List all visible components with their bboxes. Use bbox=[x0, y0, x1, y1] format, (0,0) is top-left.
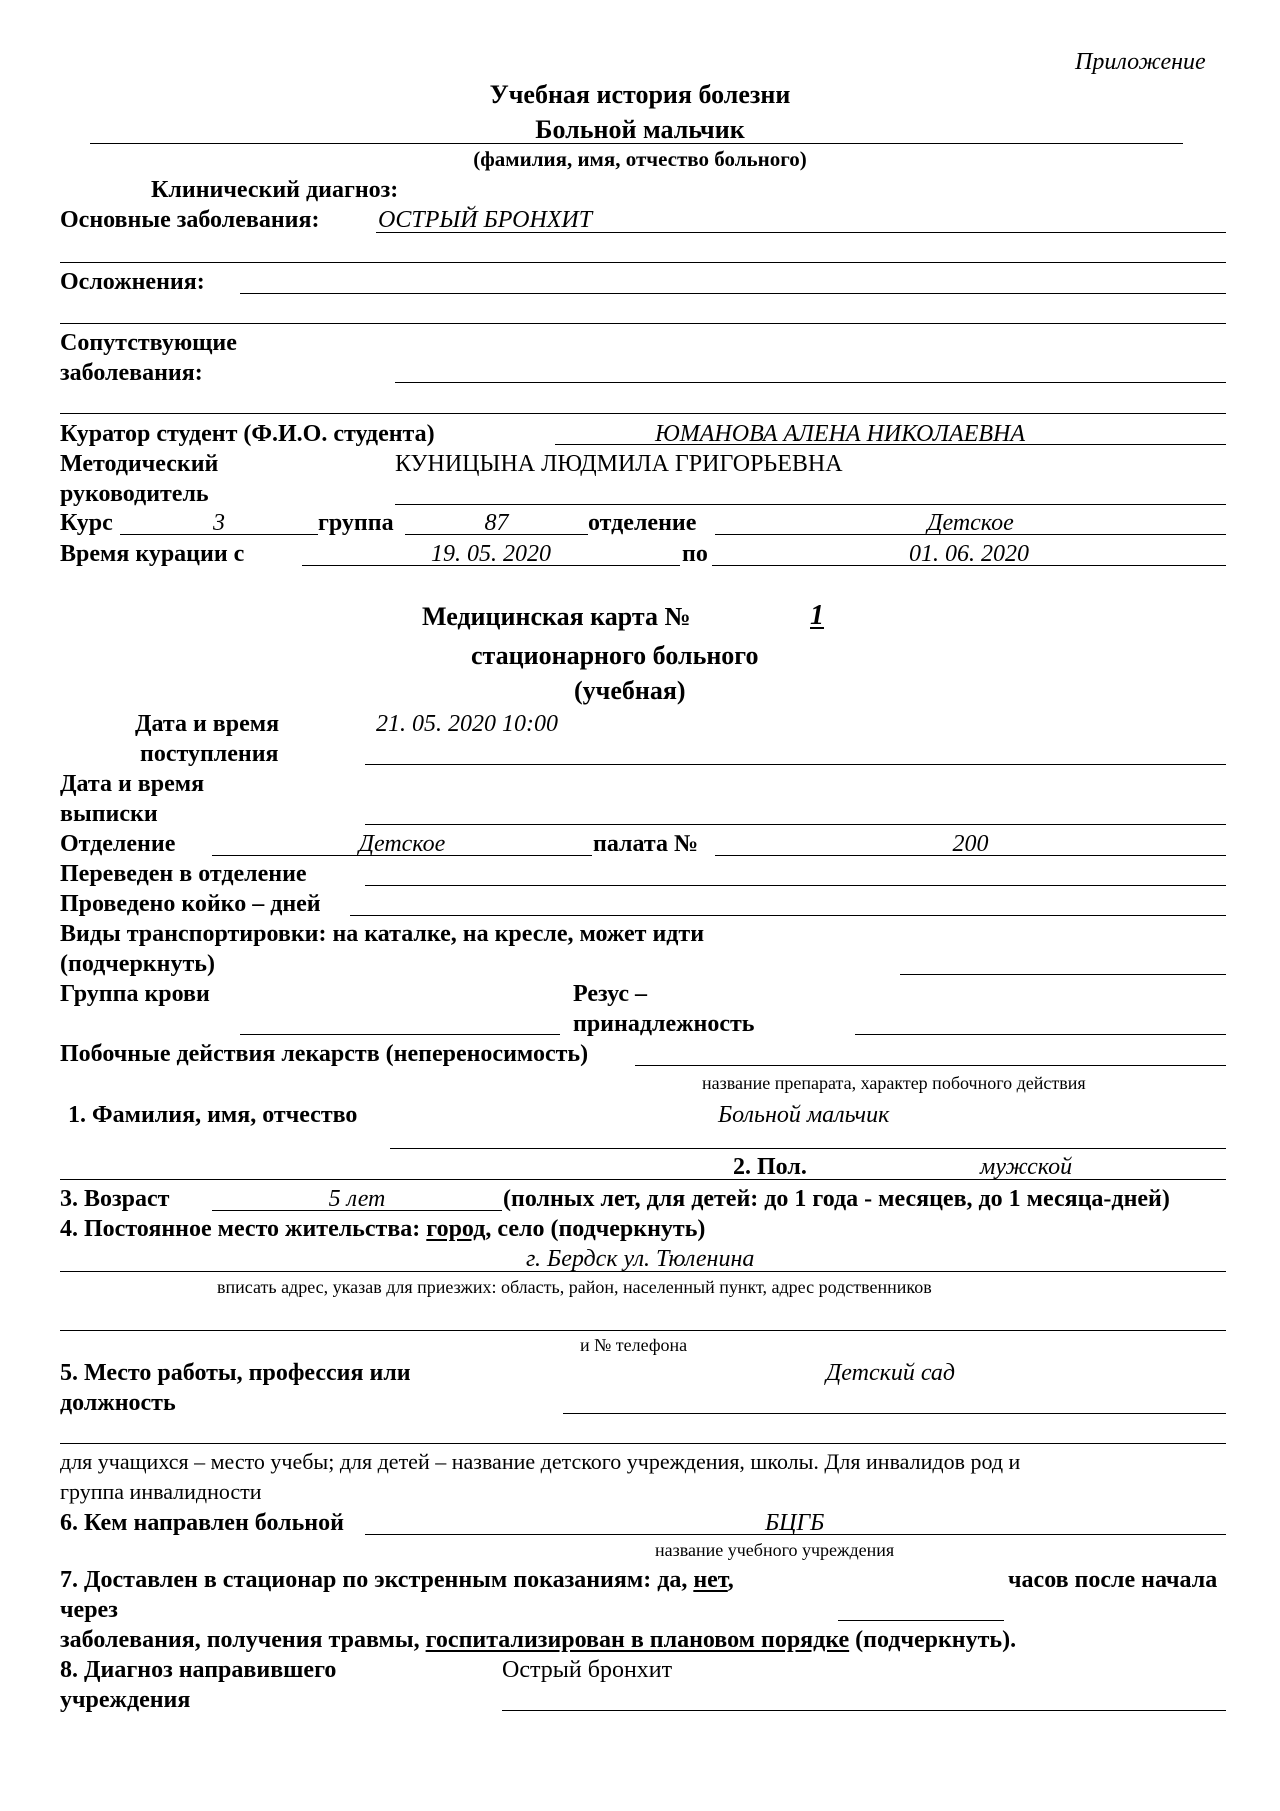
work-label-2: должность bbox=[60, 1390, 176, 1416]
work-note-1: для учащихся – место учебы; для детей – название детского учреждения, школы. Для инвалидов род и bbox=[60, 1449, 1021, 1474]
full-name-line bbox=[390, 1148, 1226, 1149]
residence-city: город bbox=[426, 1216, 486, 1242]
admission-label-2: поступления bbox=[140, 741, 279, 767]
transferred-line bbox=[365, 885, 1226, 886]
residence-rest: , село (подчеркнуть) bbox=[485, 1216, 706, 1242]
card-title: Медицинская карта № bbox=[422, 602, 691, 631]
rhesus-label-2: принадлежность bbox=[573, 1011, 755, 1037]
blank-line bbox=[60, 323, 1226, 324]
main-disease-label: Основные заболевания: bbox=[60, 207, 320, 233]
emergency-comma: , bbox=[727, 1567, 734, 1593]
department-label: отделение bbox=[588, 510, 697, 536]
transferred-label: Переведен в отделение bbox=[60, 861, 307, 887]
bed-days-line bbox=[350, 915, 1226, 916]
patient-title: Больной мальчик bbox=[535, 115, 745, 144]
group-line bbox=[405, 534, 588, 535]
work-line bbox=[563, 1413, 1226, 1414]
main-disease-value: ОСТРЫЙ БРОНХИТ bbox=[378, 207, 593, 233]
concomitant-label-1: Сопутствующие bbox=[60, 330, 237, 356]
supervisor-line bbox=[395, 504, 1226, 505]
side-effects-caption: название препарата, характер побочного действия bbox=[702, 1073, 1086, 1093]
emergency-no: нет bbox=[693, 1567, 728, 1593]
curator-label: Куратор студент (Ф.И.О. студента) bbox=[60, 421, 435, 447]
document-title: Учебная история болезни bbox=[489, 80, 791, 109]
emergency-hours: часов после начала bbox=[1008, 1567, 1218, 1593]
transport-label: Виды транспортировки: на каталке, на кресле, может идти bbox=[60, 921, 705, 947]
emergency-text: 7. Доставлен в стационар по экстренным показаниям: да, bbox=[60, 1567, 694, 1593]
card-subtitle: стационарного больного bbox=[471, 641, 759, 670]
emergency-line-1 bbox=[60, 1568, 734, 1592]
rhesus-label-1: Резус – bbox=[573, 981, 648, 1007]
side-effects-line bbox=[635, 1065, 1226, 1066]
card-department-line bbox=[212, 855, 592, 856]
curation-to-value: 01. 06. 2020 bbox=[909, 541, 1029, 567]
emergency-hours-line bbox=[838, 1620, 1004, 1621]
age-value: 5 лет bbox=[328, 1186, 386, 1212]
rhesus-line bbox=[855, 1034, 1226, 1035]
referral-diagnosis-value: Острый бронхит bbox=[502, 1657, 673, 1683]
full-name-label: 1. Фамилия, имя, отчество bbox=[68, 1102, 358, 1128]
address-line bbox=[60, 1271, 1226, 1272]
work-value: Детский сад bbox=[826, 1360, 955, 1386]
card-educational: (учебная) bbox=[574, 676, 686, 705]
sex-label: 2. Пол. bbox=[733, 1154, 807, 1180]
curator-line bbox=[555, 444, 1226, 445]
ward-label: палата № bbox=[593, 831, 699, 857]
main-disease-line bbox=[376, 232, 1226, 233]
residence-prefix: 4. Постоянное место жительства: bbox=[60, 1216, 421, 1242]
concomitant-line bbox=[395, 382, 1226, 383]
bed-days-label: Проведено койко – дней bbox=[60, 891, 321, 917]
name-caption: (фамилия, имя, отчество больного) bbox=[473, 147, 807, 171]
department-line bbox=[715, 534, 1226, 535]
referred-label: 6. Кем направлен больной bbox=[60, 1510, 344, 1536]
emergency-line-3 bbox=[60, 1628, 1016, 1652]
blank-line bbox=[60, 262, 1226, 263]
address-line-2 bbox=[60, 1330, 1226, 1331]
referral-diagnosis-label-1: 8. Диагноз направившего bbox=[60, 1657, 337, 1683]
curator-value: ЮМАНОВА АЛЕНА НИКОЛАЕВНА bbox=[654, 421, 1026, 447]
age-line bbox=[212, 1210, 502, 1211]
referred-caption: название учебного учреждения bbox=[655, 1540, 895, 1560]
work-label-1: 5. Место работы, профессия или bbox=[60, 1360, 411, 1386]
supervisor-label-2: руководитель bbox=[60, 481, 209, 507]
side-effects-label: Побочные действия лекарств (непереносимость) bbox=[60, 1041, 589, 1067]
referred-line bbox=[365, 1534, 1226, 1535]
course-label: Курс bbox=[60, 510, 113, 536]
address-caption: вписать адрес, указав для приезжих: область, район, населенный пункт, адрес родственников bbox=[217, 1277, 932, 1297]
emergency-line3-end: (подчеркнуть). bbox=[849, 1627, 1017, 1653]
complications-label: Осложнения: bbox=[60, 269, 205, 295]
address-value: г. Бердск ул. Тюленина bbox=[526, 1246, 755, 1272]
referral-diagnosis-label-2: учреждения bbox=[60, 1687, 191, 1713]
card-department-value: Детское bbox=[358, 831, 446, 857]
curation-to-label: по bbox=[682, 541, 708, 567]
admission-value: 21. 05. 2020 10:00 bbox=[376, 711, 558, 737]
group-value: 87 bbox=[484, 510, 509, 536]
transport-note: (подчеркнуть) bbox=[60, 951, 215, 977]
residence-label bbox=[60, 1217, 705, 1241]
age-note: (полных лет, для детей: до 1 года - месяцев, до 1 месяца-дней) bbox=[503, 1186, 1170, 1212]
ward-value: 200 bbox=[952, 831, 989, 857]
blood-group-label: Группа крови bbox=[60, 981, 210, 1007]
group-label: группа bbox=[318, 510, 394, 536]
supervisor-value: КУНИЦЫНА ЛЮДМИЛА ГРИГОРЬЕВНА bbox=[395, 451, 843, 477]
emergency-planned: госпитализирован в плановом порядке bbox=[425, 1627, 850, 1653]
discharge-label-2: выписки bbox=[60, 801, 158, 827]
curation-period-label: Время курации с bbox=[60, 541, 245, 567]
course-value: 3 bbox=[213, 510, 225, 536]
complications-line bbox=[240, 293, 1226, 294]
department-value: Детское bbox=[927, 510, 1014, 536]
diagnosis-heading: Клинический диагноз: bbox=[151, 177, 399, 203]
full-name-value: Больной мальчик bbox=[718, 1102, 890, 1128]
work-line-2 bbox=[60, 1443, 1226, 1444]
discharge-label-1: Дата и время bbox=[60, 771, 205, 797]
admission-line bbox=[365, 764, 1226, 765]
emergency-through: через bbox=[60, 1597, 118, 1623]
emergency-line3-start: заболевания, получения травмы, bbox=[60, 1627, 426, 1653]
course-line bbox=[120, 534, 318, 535]
referral-diagnosis-line bbox=[502, 1710, 1226, 1711]
sex-line bbox=[60, 1179, 1226, 1180]
sex-value: мужской bbox=[980, 1154, 1073, 1180]
name-line bbox=[90, 143, 1183, 144]
appendix-label: Приложение bbox=[1075, 49, 1206, 75]
transport-line bbox=[900, 974, 1226, 975]
discharge-line bbox=[365, 824, 1226, 825]
age-label: 3. Возраст bbox=[60, 1186, 170, 1212]
blank-line bbox=[60, 413, 1226, 414]
referred-value: БЦГБ bbox=[765, 1510, 825, 1536]
phone-caption: и № телефона bbox=[580, 1335, 688, 1355]
admission-label-1: Дата и время bbox=[135, 711, 280, 737]
concomitant-label-2: заболевания: bbox=[60, 360, 203, 386]
card-department-label: Отделение bbox=[60, 831, 176, 857]
blood-group-line bbox=[240, 1034, 560, 1035]
card-number: 1 bbox=[810, 600, 824, 631]
work-note-2: группа инвалидности bbox=[60, 1479, 262, 1504]
curation-to-line bbox=[712, 565, 1226, 566]
curation-from-line bbox=[302, 565, 680, 566]
curation-from-value: 19. 05. 2020 bbox=[431, 541, 551, 567]
ward-line bbox=[715, 855, 1226, 856]
supervisor-label-1: Методический bbox=[60, 451, 219, 477]
